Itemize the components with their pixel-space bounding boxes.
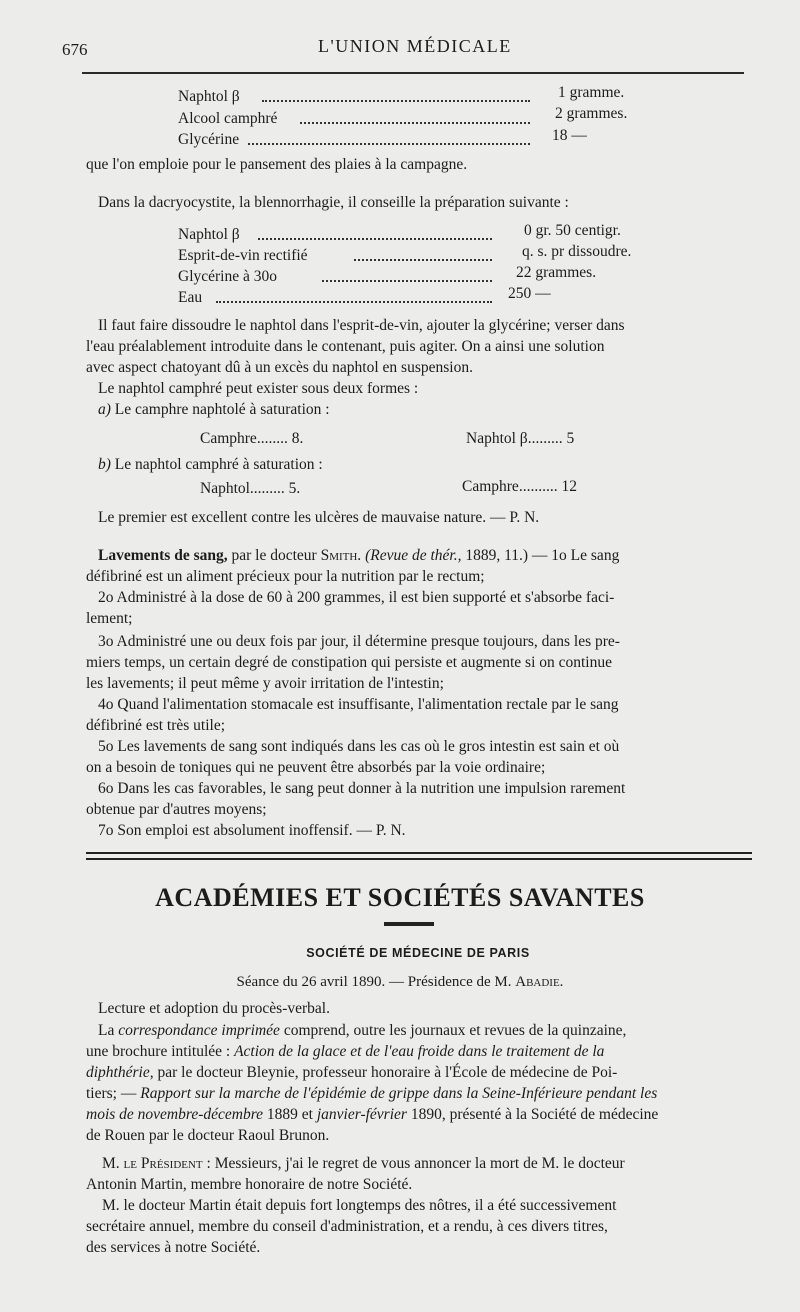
text-line: Antonin Martin, membre honoraire de notre Société. <box>86 1176 413 1193</box>
article-source-rest: 1889, 11.) — 1o Le sang <box>465 547 620 564</box>
dot-leader <box>248 143 530 145</box>
formula-ingredient: Glycérine <box>178 131 240 148</box>
italic-span: correspondance imprimée <box>118 1022 280 1039</box>
italic-span: Action de la glace et de l'eau froide dans le traitement de la <box>234 1043 605 1060</box>
text-line: M. le docteur Martin était depuis fort longtemps des nôtres, il a été successivement <box>102 1197 617 1214</box>
text-span: comprend, outre les journaux et revues de la quinzaine, <box>283 1022 627 1039</box>
text-span: par le docteur Bleynie, professeur honoraire à l'École de médecine de Poi- <box>157 1064 618 1081</box>
text-span: 1889 et <box>266 1106 313 1123</box>
text-line: 4o Quand l'alimentation stomacale est insuffisante, l'alimentation rectale par le sang <box>98 696 619 713</box>
article-title: Lavements de sang, <box>98 547 228 564</box>
text-line: 2o Administré à la dose de 60 à 200 grammes, il est bien supporté et s'absorbe faci- <box>98 589 615 606</box>
article-by: par le docteur <box>231 547 317 564</box>
formula-quantity: q. s. pr dissoudre. <box>522 243 632 260</box>
correspondance-line-1 <box>98 1021 626 1041</box>
italic-span: diphthérie, <box>86 1064 154 1081</box>
text-span: une brochure intitulée : <box>86 1043 231 1060</box>
correspondance-line-3 <box>86 1063 617 1083</box>
text-line: Le premier est excellent contre les ulcères de mauvaise nature. — P. N. <box>98 509 540 526</box>
title-underline <box>384 922 434 926</box>
president-line-1 <box>102 1154 625 1174</box>
text-line: défibriné est un aliment précieux pour la nutrition par le rectum; <box>86 568 485 585</box>
text-line: l'eau préalablement introduite dans le contenant, puis agiter. On a ainsi une solution <box>86 338 605 355</box>
text-line: secrétaire annuel, membre du conseil d'administration, et a rendu, à ces divers titres, <box>86 1218 608 1235</box>
text-line: Dans la dacryocystite, la blennorrhagie, il conseille la préparation suivante : <box>98 194 569 211</box>
text-line: avec aspect chatoyant dû à un excès du naphtol en suspension. <box>86 359 473 376</box>
correspondance-line-4 <box>86 1084 657 1104</box>
correspondance-line-2 <box>86 1042 604 1062</box>
text-line: 3o Administré une ou deux fois par jour, il détermine presque toujours, dans les pre- <box>98 633 620 650</box>
text-line: de Rouen par le docteur Raoul Brunon. <box>86 1127 330 1144</box>
lavements-heading-line <box>98 546 619 566</box>
text-span: La <box>98 1022 115 1039</box>
text-line: que l'on emploie pour le pansement des plaies à la campagne. <box>86 156 468 173</box>
formula-ingredient: Naphtol β <box>178 88 240 105</box>
article-source: (Revue de thér., <box>365 547 462 564</box>
dot-leader <box>216 301 492 303</box>
form-description: Le camphre naphtolé à saturation : <box>114 401 330 418</box>
form-b-left: Naphtol......... 5. <box>200 480 301 497</box>
formula-quantity: 1 gramme. <box>558 84 625 101</box>
page-number: 676 <box>62 40 88 59</box>
section-double-rule <box>86 852 752 860</box>
text-line: Le naphtol camphré peut exister sous deux formes : <box>98 380 419 397</box>
form-b-right: Camphre.......... 12 <box>462 478 577 495</box>
text-line: défibriné est très utile; <box>86 717 226 734</box>
dot-leader <box>262 100 530 102</box>
formula-ingredient: Alcool camphré <box>178 110 278 127</box>
text-span: 1890, présenté à la Société de médecine <box>410 1106 659 1123</box>
formula-quantity: 22 grammes. <box>516 264 597 281</box>
text-span: : Messieurs, j'ai le regret de vous annoncer la mort de M. le docteur <box>206 1155 625 1172</box>
form-a-left: Camphre........ 8. <box>200 430 304 447</box>
text-line: lement; <box>86 610 133 627</box>
text-line: 6o Dans les cas favorables, le sang peut donner à la nutrition une impulsion rarement <box>98 780 626 797</box>
form-a-right: Naphtol β......... 5 <box>466 430 575 447</box>
dot-leader <box>300 122 530 124</box>
text-line: Il faut faire dissoudre le naphtol dans l'esprit-de-vin, ajouter la glycérine; verser dans <box>98 317 625 334</box>
running-title: L'UNION MÉDICALE <box>318 36 512 56</box>
text-span: M. <box>102 1155 120 1172</box>
header-rule <box>82 72 744 74</box>
formula-ingredient: Naphtol β <box>178 226 240 243</box>
smallcaps-span: le Président <box>123 1155 203 1172</box>
form-letter: a) <box>98 401 111 418</box>
text-line: obtenue par d'autres moyens; <box>86 801 267 818</box>
correspondance-line-5 <box>86 1105 658 1125</box>
text-line: des services à notre Société. <box>86 1239 261 1256</box>
seance-president: Abadie. <box>515 974 564 990</box>
formula-quantity: 250 — <box>508 285 551 302</box>
formula-ingredient: Eau <box>178 289 203 306</box>
text-line: on a besoin de toniques qui ne peuvent être absorbés par la voie ordinaire; <box>86 759 546 776</box>
text-line: les lavements; il peut même y avoir irritation de l'intestin; <box>86 675 444 692</box>
formula-ingredient: Esprit-de-vin rectifié <box>178 247 308 264</box>
society-name: SOCIÉTÉ DE MÉDECINE DE PARIS <box>306 946 530 960</box>
formula-quantity: 2 grammes. <box>555 105 628 122</box>
text-line: 5o Les lavements de sang sont indiqués dans les cas où le gros intestin est sain et où <box>98 738 620 755</box>
form-description: Le naphtol camphré à saturation : <box>114 456 323 473</box>
italic-span: janvier-février <box>316 1106 407 1123</box>
dot-leader <box>354 259 492 261</box>
seance-line <box>0 972 800 992</box>
article-author: Smith. <box>320 547 362 564</box>
dot-leader <box>322 280 492 282</box>
italic-span: mois de novembre-décembre <box>86 1106 264 1123</box>
dot-leader <box>258 238 492 240</box>
formula-ingredient: Glycérine à 30o <box>178 268 277 285</box>
form-a <box>98 400 330 420</box>
section-title: ACADÉMIES ET SOCIÉTÉS SAVANTES <box>155 883 645 912</box>
form-letter: b) <box>98 456 111 473</box>
italic-span: Rapport sur la marche de l'épidémie de grippe dans la Seine-Inférieure pendant les <box>140 1085 658 1102</box>
text-span: tiers; — <box>86 1085 137 1102</box>
text-line: 7o Son emploi est absolument inoffensif. — P. N. <box>98 822 406 839</box>
formula-quantity: 18 — <box>552 127 587 144</box>
text-line: miers temps, un certain degré de constipation qui persiste et augmente si on continue <box>86 654 612 671</box>
seance-text: Séance du 26 avril 1890. — Présidence de M. <box>236 974 512 990</box>
form-b <box>98 455 323 475</box>
formula-quantity: 0 gr. 50 centigr. <box>524 222 621 239</box>
text-line: Lecture et adoption du procès-verbal. <box>98 1000 330 1017</box>
